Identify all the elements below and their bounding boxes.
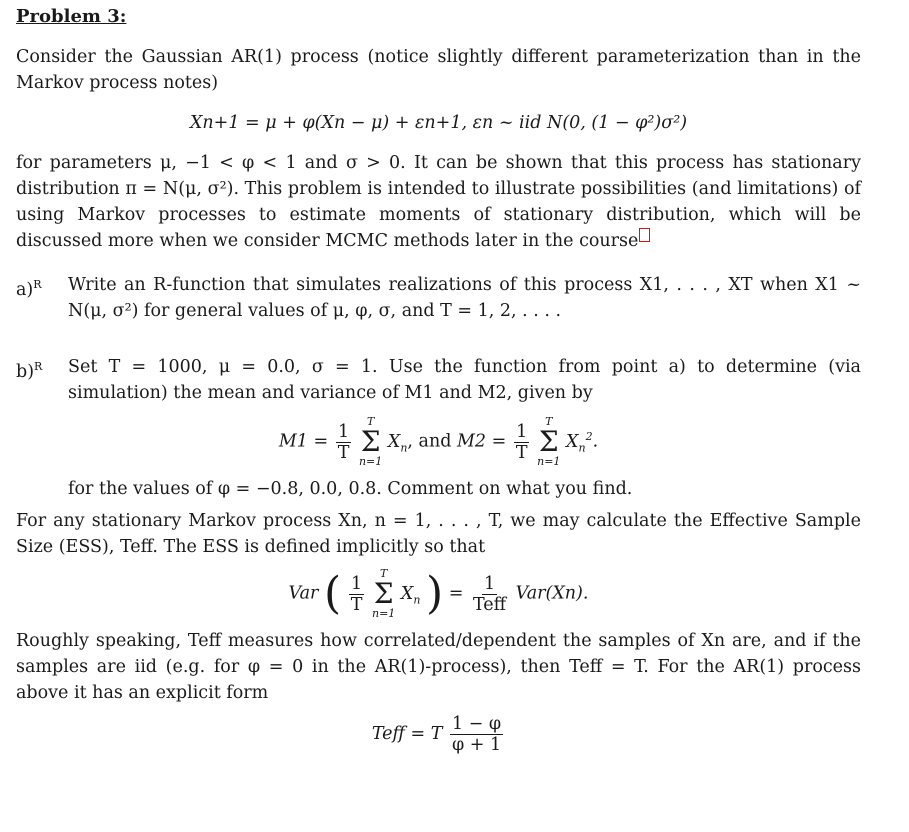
- m2-label: M2 =: [457, 431, 512, 452]
- part-b-label: b)$^R$: [16, 360, 43, 382]
- sum-sign-2: T Σ n=1: [537, 415, 561, 468]
- frac-num: 1: [337, 421, 350, 442]
- sum-sign-1: T Σ n=1: [358, 415, 383, 468]
- problem-title: Problem 3:: [16, 6, 127, 27]
- ess-paragraph: For any stationary Markov process Xn, n = 1, . . . , T, we may calculate the Effective Sample Size (ESS), Teff. The ESS is defined implicitly so that: [16, 511, 861, 557]
- problem-page: [16, 4, 861, 769]
- part-b: [16, 354, 861, 406]
- part-a: [16, 272, 861, 324]
- ar1-equation: Xn+1 = μ + φ(Xn − μ) + εn+1, εn ~ iid N(0, (1 − φ²)σ²): [189, 113, 688, 133]
- teff-num: 1 − φ: [451, 714, 502, 734]
- ess-equation: Var ( $\frac{1}{T}$ T Σ n=1 $X_n$ ) = $\frac{1}{\text{Teff}}$ Var(Xn).: [288, 567, 589, 620]
- part-a-text: Write an R-function that simulates realizations of this process X1, . . . , XT when X1 ~ N(μ, σ²) for general values of μ, φ, σ, and T = 1, 2, . . . .: [68, 275, 861, 321]
- var-rhs: Var(Xn).: [515, 583, 589, 604]
- part-a-label: a)$^R$: [16, 278, 42, 300]
- part-b-end: for the values of φ = −0.8, 0.0, 0.8. Comment on what you find.: [68, 479, 633, 499]
- roughly-paragraph: Roughly speaking, Teff measures how correlated/dependent the samples of Xn are, and if the samples are iid (e.g. for φ = 0 in the AR(1)-process), then Teff = T. For the AR(1) process above it has an explicit form: [16, 631, 861, 703]
- var-label: Var: [288, 583, 319, 604]
- stationary-text: for parameters μ, −1 < φ < 1 and σ > 0. It can be shown that this process has stationary distribution π = N(μ, σ²). This problem is intended to illustrate possibilities (and limitations) of using Markov processes to estimate moments of stationary distribution, which will be discussed more when we consider MCMC methods later in the course: [16, 153, 861, 251]
- footnote-marker-icon: [639, 228, 650, 242]
- teff-den: Teff: [472, 594, 507, 615]
- sum-sign-3: T Σ n=1: [371, 567, 396, 620]
- intro-paragraph: Consider the Gaussian AR(1) process (notice slightly different parameterization than in the Markov process notes): [16, 47, 861, 93]
- teff-left: Teff = T: [371, 724, 443, 744]
- and-word: , and: [407, 431, 458, 452]
- teff-denom: φ + 1: [451, 735, 502, 755]
- part-b-text: Set T = 1000, μ = 0.0, σ = 1. Use the function from point a) to determine (via simulation) the mean and variance of M1 and M2, given by: [68, 357, 861, 403]
- moments-equation: M1 = $\frac{1}{T}$ T Σ n=1 $X_n$, and M2 = $\frac{1}{T}$ T Σ n=1 $X_n^2$.: [278, 415, 599, 468]
- teff-equation: [16, 714, 861, 755]
- m1-label: M1 =: [278, 431, 334, 452]
- frac-den: T: [337, 442, 350, 463]
- stationary-paragraph: [16, 150, 861, 254]
